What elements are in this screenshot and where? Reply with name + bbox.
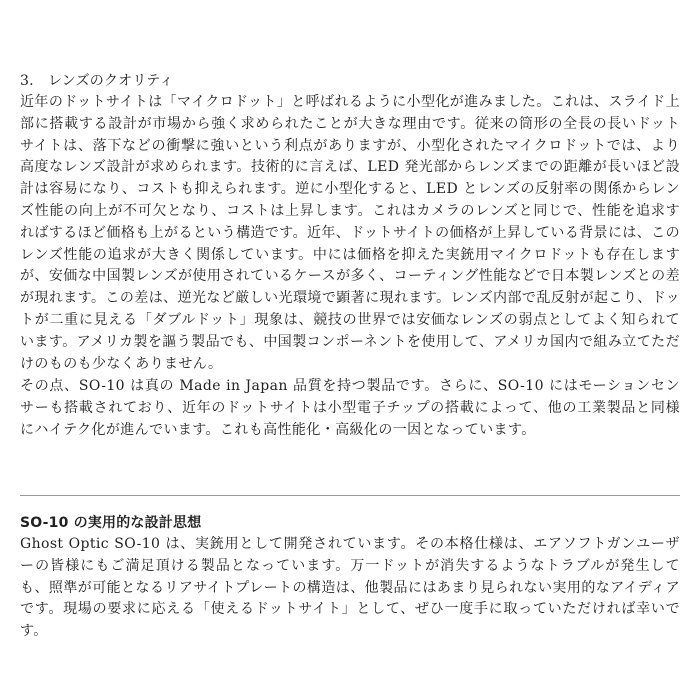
paragraph-made-in-japan: その点、SO-10 は真の Made in Japan 品質を持つ製品です。さらに、SO-10 にはモーションセンサーも搭載されており、近年のドットサイトは小型電子チップの搭載によって、他の工業製品と同様にハイテク化が進んでいます。これも高性能化・高級化の一因となっています。 <box>20 378 680 438</box>
paragraph-design-philosophy: Ghost Optic SO-10 は、実銃用として開発されています。その本格仕様は、エアソフトガンユーザーの皆様にもご満足頂ける製品となっています。万一ドットが消失するようなトラブルが発生しても、照準が可能となるリアサイトプレートの構造は、他製品にはあまり見られない実用的なアイディアです。現場の要求に応える「使えるドットサイト」として、ぜひ一度手に取っていただければ幸いです。 <box>20 536 680 640</box>
design-philosophy-section <box>20 512 680 643</box>
section-heading-lens-quality: 3. レンズのクオリティ <box>20 73 174 89</box>
lens-quality-section <box>20 70 680 442</box>
paragraph-lens-quality: 近年のドットサイトは「マイクロドット」と呼ばれるように小型化が進みました。これは、スライド上部に搭載する設計が市場から強く求められたことが大きな理由です。従来の筒形の全長の長いドットサイトは、落下などの衝撃に強いという利点がありますが、小型化されたマイクロドットでは、より高度なレンズ設計が求められます。技術的に言えば、LED 発光部からレンズまでの距離が長いほど設計は容易になり、コストも抑えられます。逆に小型化すると、LED とレンズの反射率の関係からレンズ性能の向上が不可欠となり、コストは上昇します。これはカメラのレンズと同じで、性能を追求すればするほど価格も上がるという構造です。近年、ドットサイトの価格が上昇している背景には、このレンズ性能の追求が大きく関係しています。中には価格を抑えた実銃用マイクロドットも存在しますが、安価な中国製レンズが使用されているケースが多く、コーティング性能などで日本製レンズとの差が現れます。この差は、逆光など厳しい光環境で顕著に現れます。レンズ内部で乱反射が起こり、ドットが二重に見える「ダブルドット」現象は、競技の世界では安価なレンズの弱点としてよく知られています。アメリカ製を謳う製品でも、中国製コンポーネントを使用して、アメリカ国内で組み立てただけのものも少なくありません。 <box>20 94 680 372</box>
section-heading-design-philosophy: SO-10 の実用的な設計思想 <box>20 515 202 531</box>
section-divider <box>20 495 680 496</box>
